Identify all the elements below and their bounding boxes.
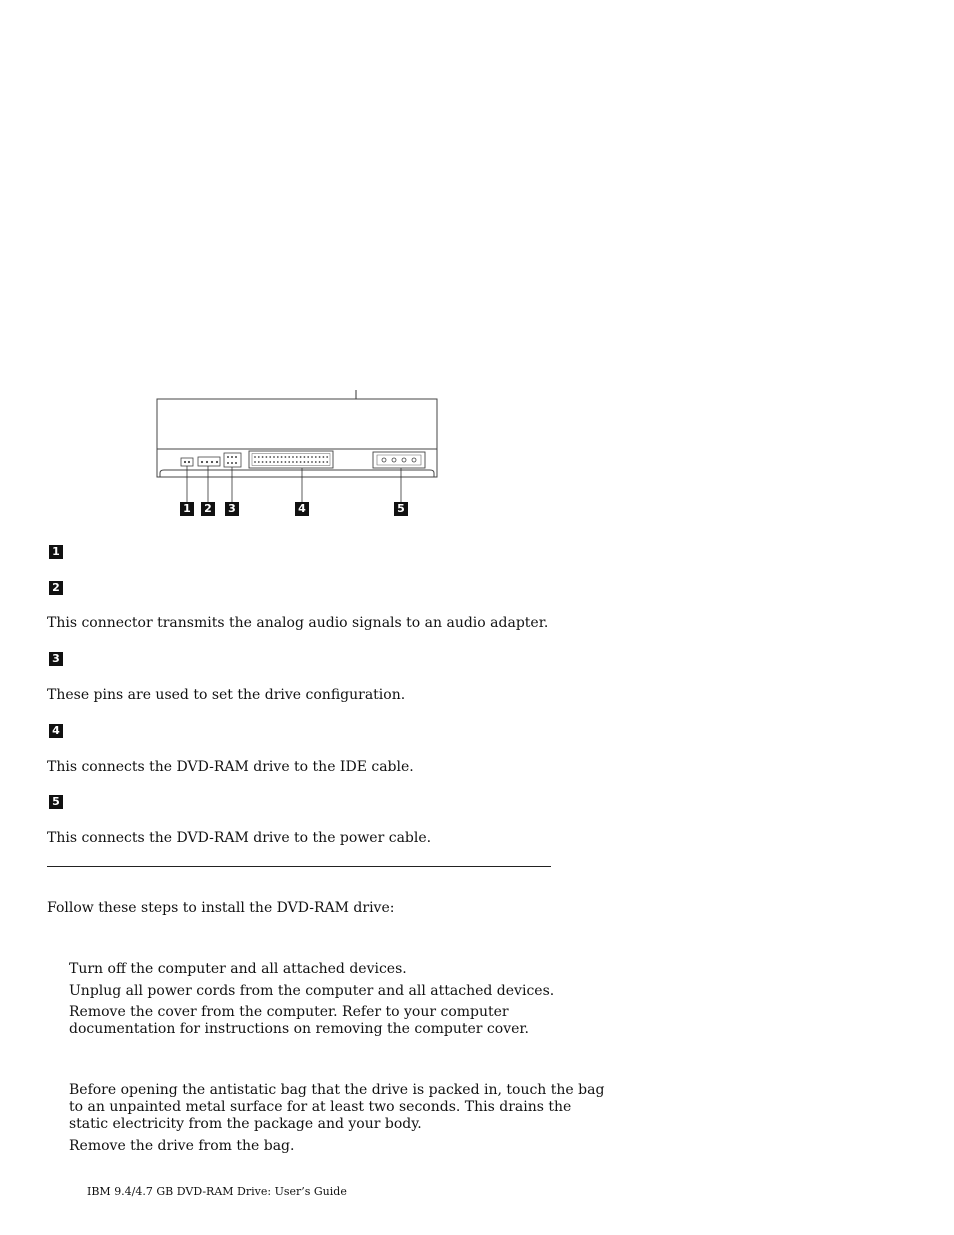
legend-badge-3: 3	[49, 652, 63, 666]
ide-connector	[249, 451, 333, 468]
legend-description-2: This connector transmits the analog audio signals to an audio adapter.	[47, 615, 549, 631]
step-antistatic-cont-1: to an unpainted metal surface for at least two seconds. This drains the	[69, 1099, 572, 1115]
figure-callout-2: 2	[201, 502, 215, 516]
step-remove-cover-cont: documentation for instructions on removing the computer cover.	[69, 1021, 530, 1037]
step-antistatic: Before opening the antistatic bag that the drive is packed in, touch the bag	[69, 1082, 605, 1098]
figure-callout-3: 3	[225, 502, 239, 516]
power-connector	[373, 452, 425, 468]
figure-callout-5: 5	[394, 502, 408, 516]
legend-badge-2: 2	[49, 581, 63, 595]
section-divider	[47, 866, 551, 867]
figure-callout-1: 1	[180, 502, 194, 516]
legend-description-3: These pins are used to set the drive configuration.	[47, 687, 406, 703]
install-intro: Follow these steps to install the DVD-RAM drive:	[47, 900, 395, 916]
step-remove-cover: Remove the cover from the computer. Refer to your computer	[69, 1004, 509, 1020]
page-footer: IBM 9.4/4.7 GB DVD-RAM Drive: User’s Guide	[87, 1185, 347, 1198]
configuration-jumper-pins	[224, 453, 241, 467]
digital-audio-connector	[181, 458, 193, 466]
legend-badge-4: 4	[49, 724, 63, 738]
step-turn-off: Turn off the computer and all attached devices.	[69, 961, 407, 977]
legend-badge-5: 5	[49, 795, 63, 809]
figure-callout-4: 4	[295, 502, 309, 516]
step-antistatic-cont-2: static electricity from the package and your body.	[69, 1116, 422, 1132]
step-remove-drive: Remove the drive from the bag.	[69, 1138, 295, 1154]
step-unplug: Unplug all power cords from the computer and all attached devices.	[69, 983, 555, 999]
legend-description-5: This connects the DVD-RAM drive to the power cable.	[47, 830, 432, 846]
legend-badge-1: 1	[49, 545, 63, 559]
analog-audio-connector	[198, 457, 220, 466]
legend-description-4: This connects the DVD-RAM drive to the IDE cable.	[47, 759, 414, 775]
